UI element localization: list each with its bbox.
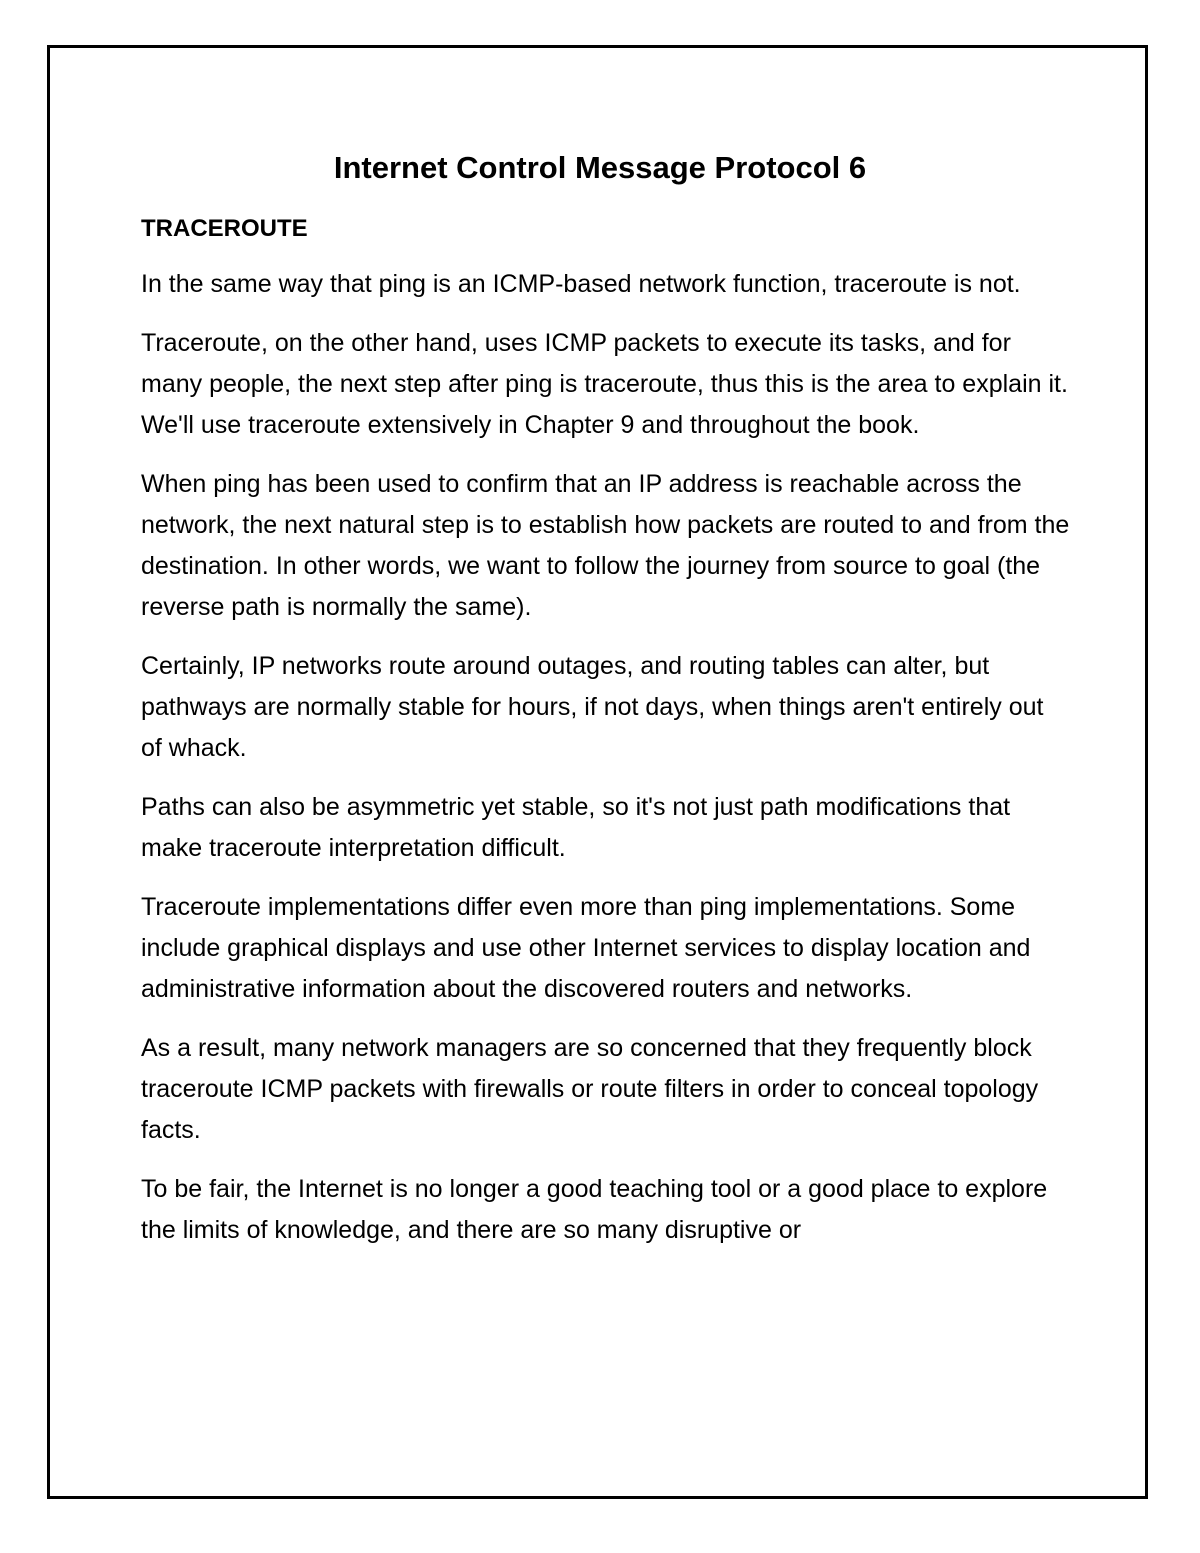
document-body [141, 212, 1071, 1269]
paragraph: In the same way that ping is an ICMP-based network function, traceroute is not. [141, 270, 1021, 298]
paragraph: Traceroute, on the other hand, uses ICMP packets to execute its tasks, and for many people, the next step after ping is traceroute, thus this is the area to explain it. We'll use traceroute extensively in Chapter 9 and throughout the book. [141, 329, 1068, 439]
paragraph: Traceroute implementations differ even more than ping implementations. Some include graphical displays and use other Internet services to display location and administrative information about the discovered routers and networks. [141, 893, 1031, 1003]
paragraph: To be fair, the Internet is no longer a good teaching tool or a good place to explore the limits of knowledge, and there are so many disruptive or [141, 1175, 1048, 1244]
section-heading: TRACEROUTE [141, 215, 308, 242]
page-title: Internet Control Message Protocol 6 [333, 150, 867, 185]
paragraph: As a result, many network managers are so concerned that they frequently block traceroute ICMP packets with firewalls or route filters in order to conceal topology facts. [141, 1034, 1039, 1144]
paragraph: Certainly, IP networks route around outages, and routing tables can alter, but pathways are normally stable for hours, if not days, when things aren't entirely out of whack. [141, 652, 1044, 762]
paragraph: Paths can also be asymmetric yet stable, so it's not just path modifications that make traceroute interpretation difficult. [141, 793, 1011, 862]
paragraph: When ping has been used to confirm that an IP address is reachable across the network, the next natural step is to establish how packets are routed to and from the destination. In other words, we want to follow the journey from source to goal (the reverse path is normally the same). [141, 470, 1070, 621]
